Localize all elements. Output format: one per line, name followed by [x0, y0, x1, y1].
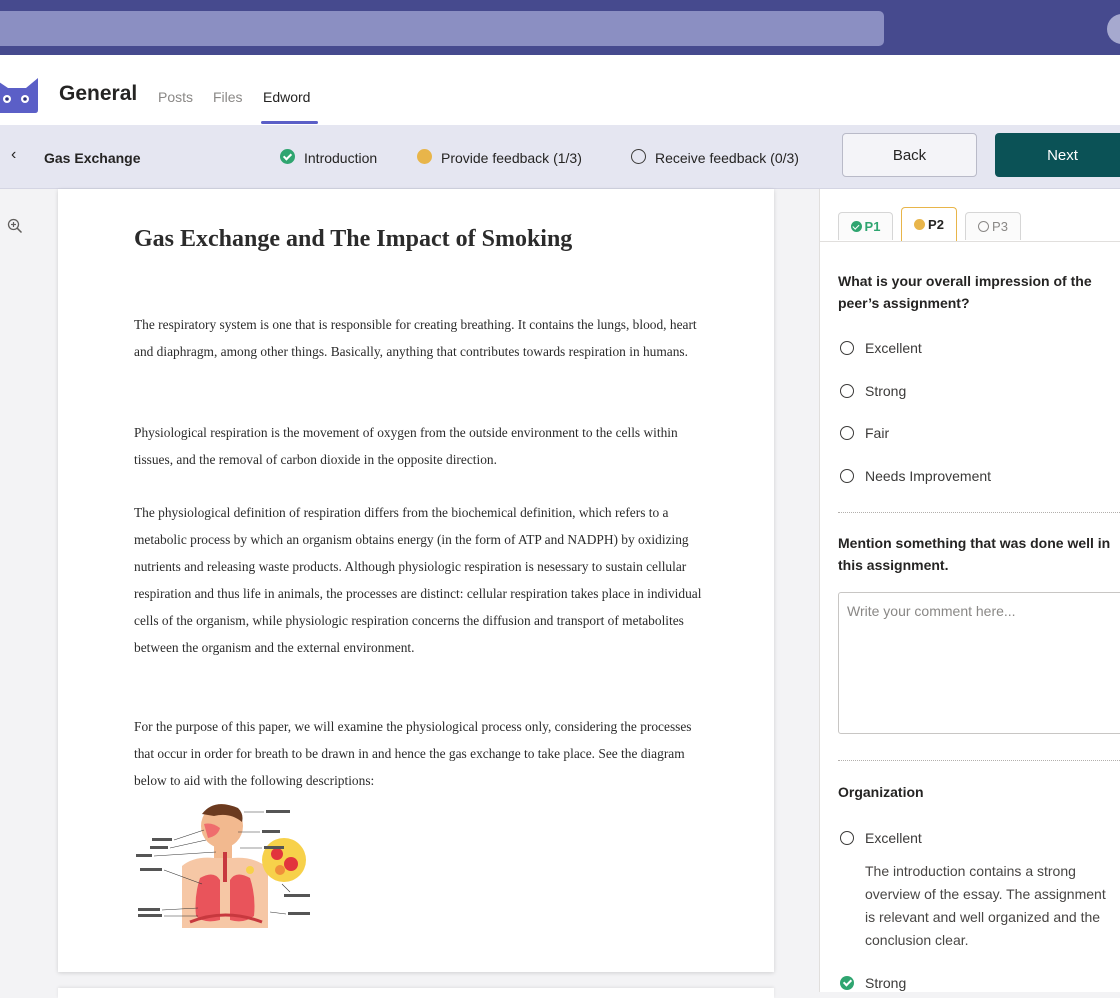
peer-tab-label: P2	[928, 217, 944, 232]
document-paragraph: For the purpose of this paper, we will examine the physiological process only, considering the processes that occur in order for breath to be drawn in and hence the gas exchange to take place. See the diagram below to aid with the following descriptions:	[134, 719, 692, 788]
step-receive-feedback[interactable]	[655, 150, 799, 166]
back-button[interactable]: Back	[842, 133, 977, 177]
in-progress-dot-icon	[417, 149, 432, 164]
peer-tab-p3[interactable]	[965, 212, 1021, 240]
option-label: Strong	[865, 975, 907, 991]
next-button[interactable]: Next	[995, 133, 1120, 177]
radio-option-organization-strong[interactable]	[865, 975, 906, 991]
team-logo-icon	[0, 72, 40, 114]
radio-button[interactable]	[840, 831, 854, 845]
avatar[interactable]	[1107, 14, 1120, 44]
option-label: Excellent	[865, 830, 922, 846]
document-paragraph: The physiological definition of respiration differs from the biochemical definition, which refers to a metabolic process by which an organism obtains energy (in the form of ATP and NADPH) by oxidizing nutrients and releasing waste products. Although physiologic respiration is nesessary to sustain cellular respiration and thus life in animals, the processes are distinct: cellular respiration takes place in individual cells of the organism, while physiologic respiration concerns the diffusion and transport of metabolites between the organism and the external environment.	[134, 505, 702, 655]
document-title: Gas Exchange and The Impact of Smoking	[134, 226, 573, 252]
document-paragraph: The respiratory system is one that is responsible for creating breathing. It contains the lungs, blood, heart and diaphragm, among other things. Basically, anything that contributes towards respiration in humans.	[134, 317, 697, 359]
tab-posts[interactable]: Posts	[158, 89, 194, 105]
app-top-bar	[0, 0, 1120, 55]
option-label: Strong	[865, 383, 907, 399]
option-label: Fair	[865, 425, 890, 441]
peer-tab-label: P3	[992, 219, 1008, 234]
peer-tab-p2[interactable]	[901, 207, 957, 241]
check-circle-icon	[851, 221, 862, 232]
divider	[838, 760, 1120, 761]
respiratory-diagram-image	[134, 800, 314, 928]
document-next-page	[58, 988, 774, 998]
radio-button[interactable]	[840, 426, 854, 440]
step-label: Receive feedback (0/3)	[655, 150, 799, 166]
in-progress-dot-icon	[914, 219, 925, 230]
option-label: Excellent	[865, 340, 922, 356]
radio-option-strong[interactable]	[865, 383, 906, 399]
radio-button[interactable]	[840, 341, 854, 355]
search-bar[interactable]	[0, 11, 884, 46]
question-done-well: Mention something that was done well in this assignment.	[838, 535, 1111, 573]
question-overall-impression: What is your overall impression of the peer’s assignment?	[838, 273, 1092, 311]
empty-circle-icon	[631, 149, 646, 164]
check-circle-icon	[280, 149, 295, 164]
peer-tab-p1[interactable]	[838, 212, 893, 240]
step-label: Introduction	[304, 150, 378, 166]
radio-button[interactable]	[840, 384, 854, 398]
radio-option-organization-excellent[interactable]	[865, 830, 922, 846]
radio-option-needs-improvement[interactable]	[865, 468, 991, 484]
divider	[819, 241, 1120, 242]
breadcrumb[interactable]: Gas Exchange	[44, 150, 141, 166]
radio-button[interactable]	[840, 469, 854, 483]
radio-option-fair[interactable]	[865, 425, 889, 441]
comment-textarea[interactable]	[838, 592, 1120, 734]
chevron-left-icon[interactable]: ‹	[11, 146, 17, 163]
peer-tab-label: P1	[864, 219, 881, 234]
step-provide-feedback[interactable]	[441, 150, 582, 166]
radio-option-excellent[interactable]	[865, 340, 922, 356]
channel-title: General	[59, 82, 138, 105]
step-introduction[interactable]	[304, 150, 377, 166]
check-circle-icon[interactable]	[840, 976, 854, 990]
document-paragraph: Physiological respiration is the movement of oxygen from the outside environment to the cells within tissues, and the removal of carbon dioxide in the opposite direction.	[134, 425, 678, 467]
divider	[838, 512, 1120, 513]
question-organization: Organization	[838, 784, 924, 800]
step-label: Provide feedback (1/3)	[441, 150, 582, 166]
rubric-description: The introduction contains a strong overview of the essay. The assignment is relevant and well organized and the conclusion clear.	[865, 863, 1106, 948]
active-tab-indicator	[261, 121, 318, 124]
empty-circle-icon	[978, 221, 989, 232]
option-label: Needs Improvement	[865, 468, 992, 484]
tab-files[interactable]: Files	[213, 89, 243, 105]
tab-edword[interactable]: Edword	[263, 89, 311, 105]
zoom-in-icon[interactable]	[7, 218, 23, 234]
